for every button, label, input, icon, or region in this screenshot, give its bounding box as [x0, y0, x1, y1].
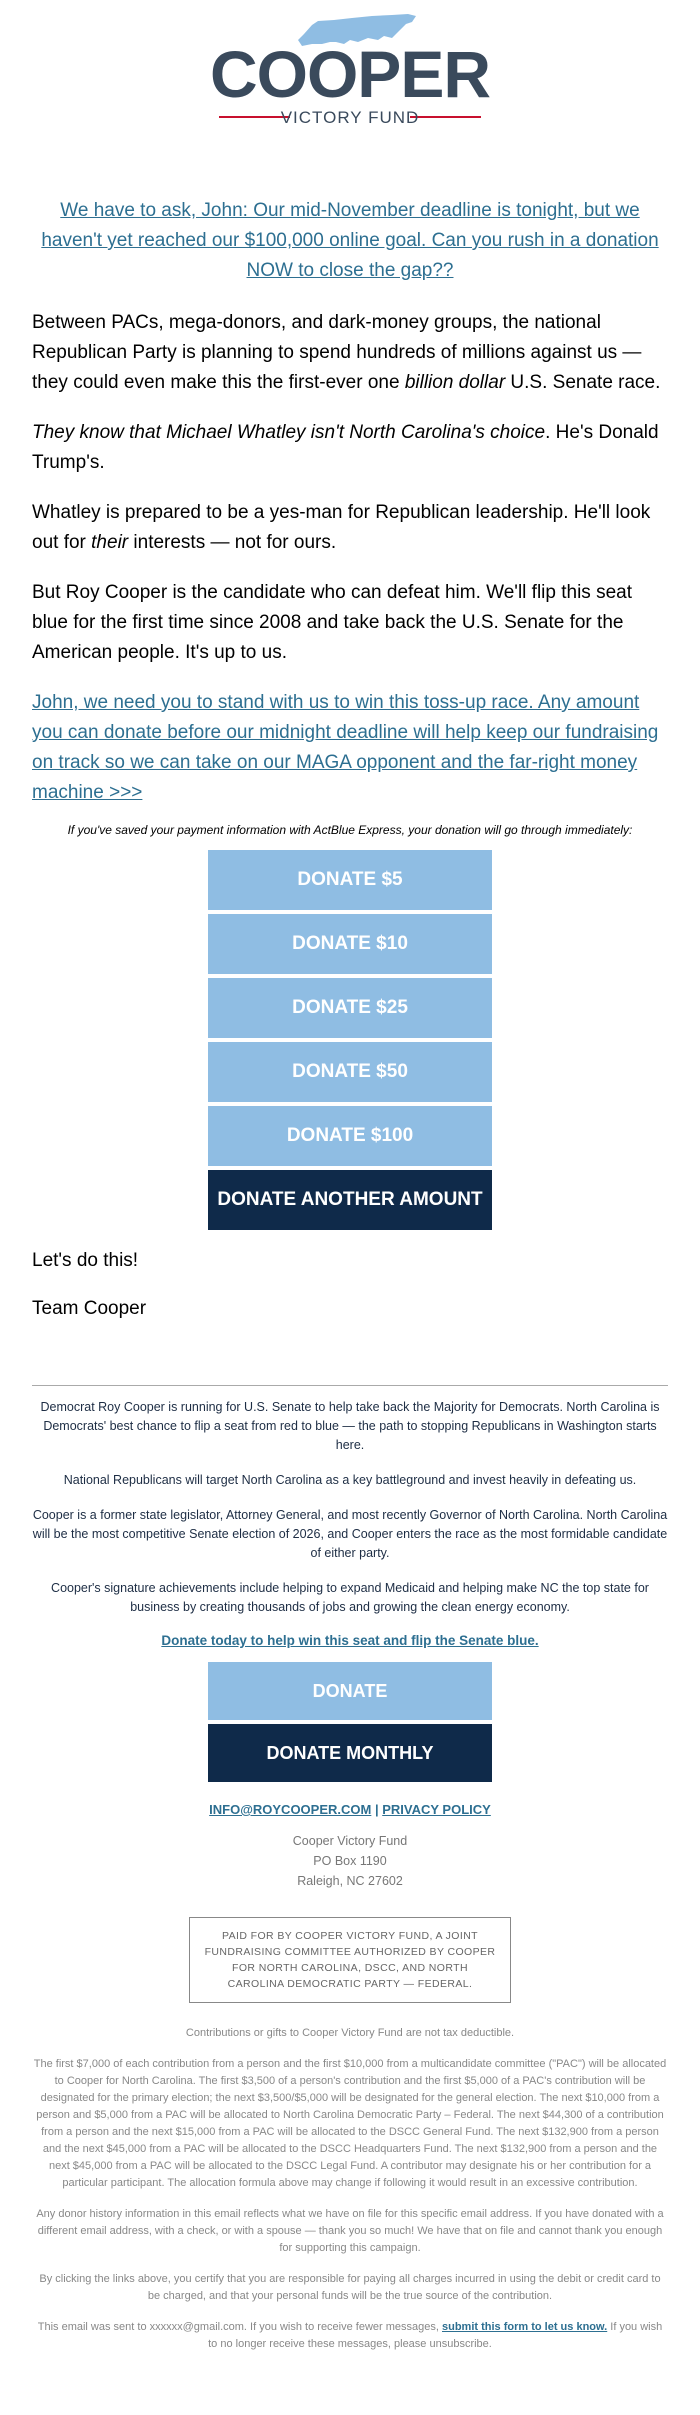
signoff-lets-do-this: Let's do this! — [32, 1250, 139, 1271]
cooper-victory-fund-logo — [0, 0, 700, 140]
footer-button-stack — [208, 1662, 492, 1782]
actblue-express-note: If you've saved your payment information with ActBlue Express, your donation will go through immediately: — [67, 823, 633, 837]
footer-paragraph-achievements: Cooper's signature achievements include helping to expand Medicaid and helping make NC the top state for business by creating thousands of jobs and growing the clean energy economy. — [51, 1581, 649, 1614]
logo-graphic — [0, 0, 700, 140]
footer-divider — [32, 1385, 668, 1386]
footer-paragraph-running: Democrat Roy Cooper is running for U.S. Senate to help take back the Majority for Democrats. North Carolina is Democrats' best chance to flip a seat from red to blue — the path to stopping Republicans in Washington starts here. — [40, 1400, 660, 1452]
email-body — [32, 196, 668, 1324]
footer-paragraph-bio: Cooper is a former state legislator, Attorney General, and most recently Governor of North Carolina. North Carolina will be the most competitive Senate election of 2026, and Cooper enters the race as the most formidable candidate of either party. — [32, 1508, 668, 1560]
paid-for-disclaimer: PAID FOR BY COOPER VICTORY FUND, A JOINT FUNDRAISING COMMITTEE AUTHORIZED BY COOPER FOR NORTH CAROLINA, DSCC, AND NORTH CAROLINA DEMOCRATIC PARTY — FEDERAL. — [189, 1917, 511, 2003]
paragraph-whatley-choice: They know that Michael Whatley isn't North Carolina's choice. He's Donald Trump's. — [32, 422, 659, 473]
paragraph-yes-man: Whatley is prepared to be a yes-man for Republican leadership. He'll look out for their interests — not for ours. — [32, 502, 651, 553]
lead-donation-link[interactable]: We have to ask, John: Our mid-November deadline is tonight, but we haven't yet reached our $100,000 online goal. Can you rush in a donation NOW to close the gap?? — [41, 200, 659, 281]
certify-note: By clicking the links above, you certify that you are responsible for paying all charges incurred in using the debit or credit card to be charged, and that your personal funds will be the true source of the contribution. — [39, 2273, 661, 2302]
email-footer — [32, 1398, 668, 2367]
address-line-org: Cooper Victory Fund — [292, 1834, 408, 1848]
links-separator: | — [371, 1802, 383, 1817]
email-sent-note: This email was sent to xxxxxx@gmail.com. If you wish to receive fewer messages, submit this form to let us know. If you wish to no longer receive these messages, please unsubscribe. — [37, 2321, 663, 2350]
fewer-messages-form-link[interactable]: submit this form to let us know. — [442, 2321, 608, 2333]
footer-donate-button[interactable]: DONATE — [208, 1662, 492, 1720]
donor-history-note: Any donor history information in this email reflects what we have on file for this specific email address. If you have donated with a different email address, with a check, or with a spouse — thank you so much! We have that on file and cannot thank you enough for supporting this campaign. — [36, 2208, 664, 2254]
donate-50-button[interactable]: DONATE $50 — [208, 1042, 492, 1102]
donation-button-stack — [208, 850, 492, 1230]
allocation-note: The first $7,000 of each contribution from a person and the first $10,000 from a multicandidate committee ("PAC") will be allocated to Cooper for North Carolina. The first $3,500 of a person's contribution and the first $5,000 of a PAC's contribution will be designated for the primary election; the next $3,500/$5,000 will be designated for the general election. The next $10,000 from a person and $5,000 from a PAC will be allocated to North Carolina Democratic Party – Federal. The next $44,300 of a contribution from a person and the next $15,000 from a PAC will be allocated to the DSCC General Fund. The next $132,900 from a person and the next $45,000 from a PAC will be allocated to the DSCC Headquarters Fund. The next $132,900 from a person and the next $45,000 from a PAC will be allocated to the DSCC Legal Fund. A contributor may designate his or her contribution for a particular participant. The allocation formula above may change if following it would result in an excessive contribution. — [33, 2058, 667, 2189]
paragraph-spending: Between PACs, mega-donors, and dark-money groups, the national Republican Party is planning to spend hundreds of millions against us — they could even make this the first-ever one billion dollar U.S. Senate race. — [32, 312, 661, 393]
cta-donation-link[interactable]: John, we need you to stand with us to win this toss-up race. Any amount you can donate before our midnight deadline will help keep our fundraising on track so we can take on our MAGA opponent and the far-right money machine >>> — [32, 692, 659, 803]
address-line-city: Raleigh, NC 27602 — [297, 1874, 403, 1888]
mailing-address — [32, 1831, 668, 1891]
donate-5-button[interactable]: DONATE $5 — [208, 850, 492, 910]
footer-links — [32, 1802, 668, 1817]
donate-25-button[interactable]: DONATE $25 — [208, 978, 492, 1038]
privacy-policy-link[interactable]: PRIVACY POLICY — [382, 1802, 491, 1817]
donate-another-amount-button[interactable]: DONATE ANOTHER AMOUNT — [208, 1170, 492, 1230]
footer-paragraph-target: National Republicans will target North Carolina as a key battleground and invest heavily in defeating us. — [63, 1473, 637, 1487]
footer-donate-link[interactable]: Donate today to help win this seat and flip the Senate blue. — [161, 1633, 539, 1648]
not-tax-deductible-note: Contributions or gifts to Cooper Victory Fund are not tax deductible. — [185, 2027, 515, 2039]
footer-donate-monthly-button[interactable]: DONATE MONTHLY — [208, 1724, 492, 1782]
logo-subtitle: VICTORY FUND — [280, 108, 420, 127]
logo-wordmark: COOPER — [209, 37, 491, 111]
contact-email-link[interactable]: INFO@ROYCOOPER.COM — [209, 1802, 372, 1817]
donate-100-button[interactable]: DONATE $100 — [208, 1106, 492, 1166]
donate-10-button[interactable]: DONATE $10 — [208, 914, 492, 974]
address-line-po-box: PO Box 1190 — [313, 1854, 387, 1868]
paragraph-roy-cooper: But Roy Cooper is the candidate who can defeat him. We'll flip this seat blue for the first time since 2008 and take back the U.S. Senate for the American people. It's up to us. — [32, 582, 632, 663]
signoff-team: Team Cooper — [32, 1298, 147, 1319]
